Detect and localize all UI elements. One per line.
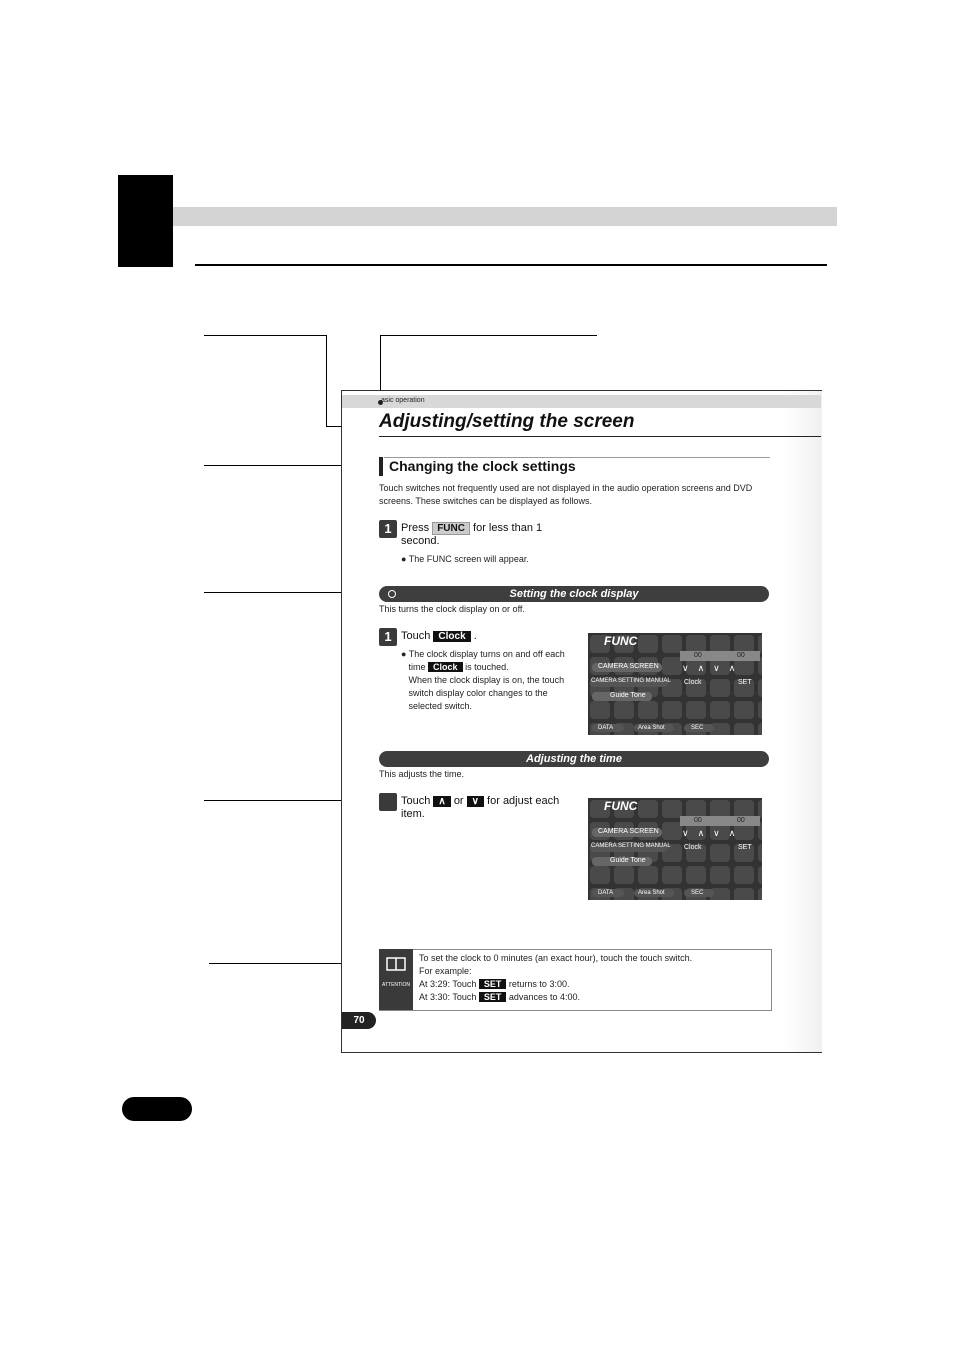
func-screen-image <box>588 798 762 900</box>
attention-line3a: At 3:29: Touch <box>419 979 477 989</box>
screen-clock: Clock <box>684 844 702 851</box>
set-key: SET <box>479 979 507 989</box>
screen-arrows: ∨∧∨∧ <box>682 663 745 673</box>
screen-manual: CAMERA SETTING MANUAL <box>591 843 671 849</box>
screen-camera: CAMERA SCREEN <box>598 828 659 835</box>
screen-set: SET <box>738 679 752 686</box>
clock-line1: The clock display turns on and off each <box>408 649 565 659</box>
chapter-tab <box>118 175 173 267</box>
screen-clock: Clock <box>684 679 702 686</box>
step-dot: . <box>473 630 477 642</box>
clock-bullet: ● The clock display turns on and off each time Clock is touched. When the clock display is on, the touch switch display color changes to the selected switch. <box>401 649 565 711</box>
title-rule <box>379 436 807 437</box>
step-instruction <box>401 522 571 548</box>
step-touch: Touch <box>401 630 431 642</box>
down-key: ∨ <box>467 796 484 807</box>
adjust-tail: for adjust each <box>487 795 560 807</box>
clock-key-inline: Clock <box>428 662 463 672</box>
screen-title: FUNC <box>604 799 638 813</box>
sample-header-text: asic operation <box>381 397 425 404</box>
attention-label: ATTENTION <box>382 982 410 988</box>
screen-title: FUNC <box>604 634 638 648</box>
clock-line2b: is touched. <box>465 662 509 672</box>
func-screen-graphic <box>588 798 762 900</box>
screen-arrows: ∨∧∨∧ <box>682 828 745 838</box>
subheading-marker <box>388 590 396 598</box>
clock-line3: When the clock display is on, the touch <box>408 675 565 685</box>
attention-line4 <box>419 991 769 1004</box>
adjust-tail2: item. <box>401 808 425 820</box>
leader-line <box>204 335 326 336</box>
screen-manual: CAMERA SETTING MANUAL <box>591 678 671 684</box>
clock-line4: switch display color changes to the <box>408 688 548 698</box>
attention-line4a: At 3:30: Touch <box>419 992 477 1002</box>
screen-sec: SEC <box>691 890 704 896</box>
clock-key: Clock <box>433 631 470 642</box>
clock-line2a: time <box>408 662 426 672</box>
step-instruction <box>401 630 477 643</box>
screen-camera: CAMERA SCREEN <box>598 663 659 670</box>
clock-display-desc: This turns the clock display on or off. <box>379 604 525 614</box>
book-icon <box>379 949 413 979</box>
leader-line <box>380 335 597 336</box>
subheading-clock-display: Setting the clock display <box>379 586 769 602</box>
screen-hour: 00 <box>694 817 702 824</box>
step-bullet: ● The FUNC screen will appear. <box>401 554 529 564</box>
up-key: ∧ <box>433 796 450 807</box>
step-number: 1 <box>379 520 397 538</box>
subheading-adjust-time: Adjusting the time <box>379 751 769 767</box>
attention-line3b: returns to 3:00. <box>508 979 570 989</box>
screen-data: DATA <box>598 725 614 731</box>
page-number-pill <box>122 1097 192 1121</box>
sample-page-number: 70 <box>342 1012 376 1029</box>
header-band <box>173 207 837 226</box>
step-number: 1 <box>379 628 397 646</box>
screen-data: DATA <box>598 890 614 896</box>
clock-line5: selected switch. <box>408 701 473 711</box>
screen-area: Area Shot <box>638 725 665 731</box>
section-marker <box>379 457 383 476</box>
screen-guide: Guide Tone <box>610 692 646 699</box>
intro-text: Touch switches not frequently used are not displayed in the audio operation screens and DVD screens. These switches can be displayed as follows. <box>379 483 753 506</box>
attention-line3 <box>419 978 769 991</box>
section-title: Changing the clock settings <box>389 458 576 474</box>
leader-line <box>326 335 327 427</box>
screen-min: 00 <box>737 817 745 824</box>
attention-icon <box>379 949 413 1010</box>
attention-line4b: advances to 4:00. <box>508 992 580 1002</box>
screen-sec: SEC <box>691 725 704 731</box>
set-key: SET <box>479 992 507 1002</box>
bullet-text: The FUNC screen will appear. <box>408 554 529 564</box>
screen-min: 00 <box>737 652 745 659</box>
adjust-time-desc: This adjusts the time. <box>379 769 465 779</box>
attention-line2: For example: <box>419 966 472 976</box>
screen-set: SET <box>738 844 752 851</box>
adjust-or: or <box>453 795 464 807</box>
step-tail: for less than 1 <box>473 522 543 534</box>
step-press: Press <box>401 522 430 534</box>
header-rule <box>195 264 827 266</box>
adjust-instruction <box>401 795 581 821</box>
attention-line1: To set the clock to 0 minutes (an exact hour), touch the touch switch. <box>419 953 693 963</box>
title-rule-ext <box>807 436 821 437</box>
screen-area: Area Shot <box>638 890 665 896</box>
func-screen-graphic <box>588 633 762 735</box>
step-icon <box>379 793 397 811</box>
func-screen-image <box>588 633 762 735</box>
adjust-touch: Touch <box>401 795 431 807</box>
attention-text <box>419 952 769 1004</box>
func-key: FUNC <box>432 522 470 535</box>
screen-hour: 00 <box>694 652 702 659</box>
screen-guide: Guide Tone <box>610 857 646 864</box>
step-tail2: second. <box>401 535 440 547</box>
sample-title: Adjusting/setting the screen <box>379 411 635 432</box>
